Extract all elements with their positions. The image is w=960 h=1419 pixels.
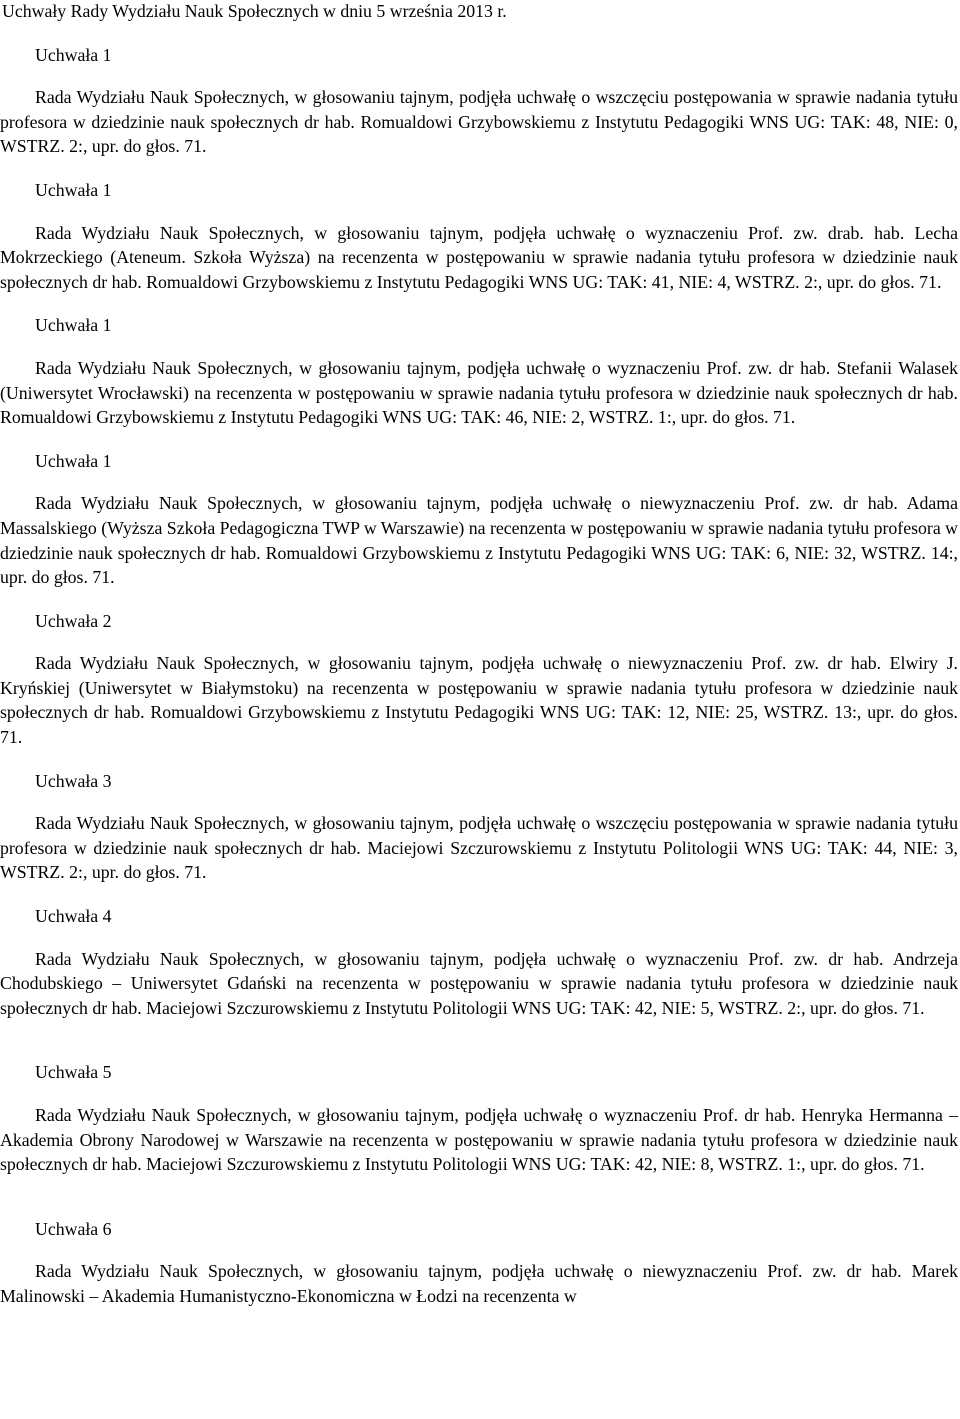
resolution-text: Rada Wydziału Nauk Społecznych, w głosowaniu tajnym, podjęła uchwałę o wszczęciu postępowania w sprawie nadania tytułu profesora w dziedzinie nauk społecznych dr hab. Maciejowi Szczurowskiemu z Instytutu Politologii WNS UG: TAK: 44, NIE: 3, WSTRZ. 2:, upr. do głos. 71.	[0, 813, 958, 883]
spacer	[0, 885, 960, 904]
resolution-heading: Uchwała 4	[35, 906, 112, 927]
resolution-heading: Uchwała 3	[35, 770, 112, 791]
spacer	[0, 430, 960, 449]
spacer	[0, 473, 960, 491]
spacer	[0, 203, 960, 221]
spacer	[0, 159, 960, 178]
spacer	[0, 1085, 960, 1103]
resolution-heading: Uchwała 1	[35, 315, 112, 336]
spacer	[0, 1020, 960, 1060]
spacer	[0, 590, 960, 609]
spacer	[0, 793, 960, 811]
resolution-text: Rada Wydziału Nauk Społecznych, w głosowaniu tajnym, podjęła uchwałę o wyznaczeniu Prof. zw. drab. hab. Lecha Mokrzeckiego (Ateneum. Szkoła Wyższa) na recenzenta w postępowaniu w sprawie nadania tytułu profesora w dziedzinie nauk społecznych dr hab. Romualdowi Grzybowskiemu z Instytutu Pedagogiki WNS UG: TAK: 41, NIE: 4, WSTRZ. 2:, upr. do głos. 71.	[0, 222, 958, 292]
spacer	[0, 1241, 960, 1259]
resolution-heading: Uchwała 1	[35, 450, 112, 471]
spacer	[0, 633, 960, 651]
resolution-2	[0, 178, 960, 294]
resolution-6	[0, 769, 960, 885]
resolution-9	[0, 1217, 960, 1309]
resolution-heading: Uchwała 1	[35, 179, 112, 200]
resolution-text: Rada Wydziału Nauk Społecznych, w głosowaniu tajnym, podjęła uchwałę o wyznaczeniu Prof. dr hab. Henryka Hermanna – Akademia Obrony Narodowej w Warszawie na recenzenta w postępowaniu w sprawie nadania tytułu profesora w dziedzinie nauk społecznych dr hab. Maciejowi Szczurowskiemu z Instytutu Politologii WNS UG: TAK: 42, NIE: 8, WSTRZ. 1:, upr. do głos. 71.	[0, 1105, 958, 1175]
resolution-3	[0, 313, 960, 429]
spacer	[0, 67, 960, 85]
resolution-text: Rada Wydziału Nauk Społecznych, w głosowaniu tajnym, podjęła uchwałę o wyznaczeniu Prof. zw. dr hab. Andrzeja Chodubskiego – Uniwersytet Gdański na recenzenta w postępowaniu w sprawie nadania tytułu profesora w dziedzinie nauk społecznych dr hab. Maciejowi Szczurowskiemu z Instytutu Politologii WNS UG: TAK: 42, NIE: 5, WSTRZ. 2:, upr. do głos. 71.	[0, 948, 958, 1018]
resolution-heading: Uchwała 2	[35, 610, 112, 631]
resolution-8	[0, 1060, 960, 1176]
spacer	[0, 338, 960, 356]
resolution-text: Rada Wydziału Nauk Społecznych, w głosowaniu tajnym, podjęła uchwałę o wszczęciu postępowania w sprawie nadania tytułu profesora w dziedzinie nauk społecznych dr hab. Romualdowi Grzybowskiemu z Instytutu Pedagogiki WNS UG: TAK: 48, NIE: 0, WSTRZ. 2:, upr. do głos. 71.	[0, 87, 958, 157]
spacer	[0, 1177, 960, 1217]
resolution-1	[0, 43, 960, 159]
resolution-5	[0, 609, 960, 750]
resolution-4	[0, 449, 960, 590]
document-title: Uchwały Rady Wydziału Nauk Społecznych w dniu 5 września 2013 r.	[2, 1, 507, 21]
resolution-text: Rada Wydziału Nauk Społecznych, w głosowaniu tajnym, podjęła uchwałę o wyznaczeniu Prof. zw. dr hab. Stefanii Walasek (Uniwersytet Wrocławski) na recenzenta w postępowaniu w sprawie nadania tytułu profesora w dziedzinie nauk społecznych dr hab. Romualdowi Grzybowskiemu z Instytutu Pedagogiki WNS UG: TAK: 46, NIE: 2, WSTRZ. 1:, upr. do głos. 71.	[0, 357, 958, 428]
resolution-7	[0, 904, 960, 1020]
resolution-text: Rada Wydziału Nauk Społecznych, w głosowaniu tajnym, podjęła uchwałę o niewyznaczeniu Prof. zw. dr hab. Adama Massalskiego (Wyższa Szkoła Pedagogiczna TWP w Warszawie) na recenzenta w postępowaniu w sprawie nadania tytułu profesora w dziedzinie nauk społecznych dr hab. Romualdowi Grzybowskiemu z Instytutu Pedagogiki WNS UG: TAK: 6, NIE: 32, WSTRZ. 14:, upr. do głos. 71.	[0, 493, 959, 588]
spacer	[0, 24, 960, 43]
resolution-text: Rada Wydziału Nauk Społecznych, w głosowaniu tajnym, podjęła uchwałę o niewyznaczeniu Prof. zw. dr hab. Elwiry J. Kryńskiej (Uniwersytet w Białymstoku) na recenzenta w postępowaniu w sprawie nadania tytułu profesora w dziedzinie nauk społecznych dr hab. Romualdowi Grzybowskiemu z Instytutu Pedagogiki WNS UG: TAK: 12, NIE: 25, WSTRZ. 13:, upr. do głos. 71.	[0, 653, 958, 748]
resolution-text: Rada Wydziału Nauk Społecznych, w głosowaniu tajnym, podjęła uchwałę o niewyznaczeniu Prof. zw. dr hab. Marek Malinowski – Akademia Humanistyczno-Ekonomiczna w Łodzi na recenzenta w	[0, 1261, 958, 1306]
resolution-heading: Uchwała 6	[35, 1218, 112, 1239]
spacer	[0, 929, 960, 947]
spacer	[0, 294, 960, 313]
spacer	[0, 750, 960, 769]
resolution-heading: Uchwała 5	[35, 1062, 112, 1083]
resolution-heading: Uchwała 1	[35, 44, 112, 65]
